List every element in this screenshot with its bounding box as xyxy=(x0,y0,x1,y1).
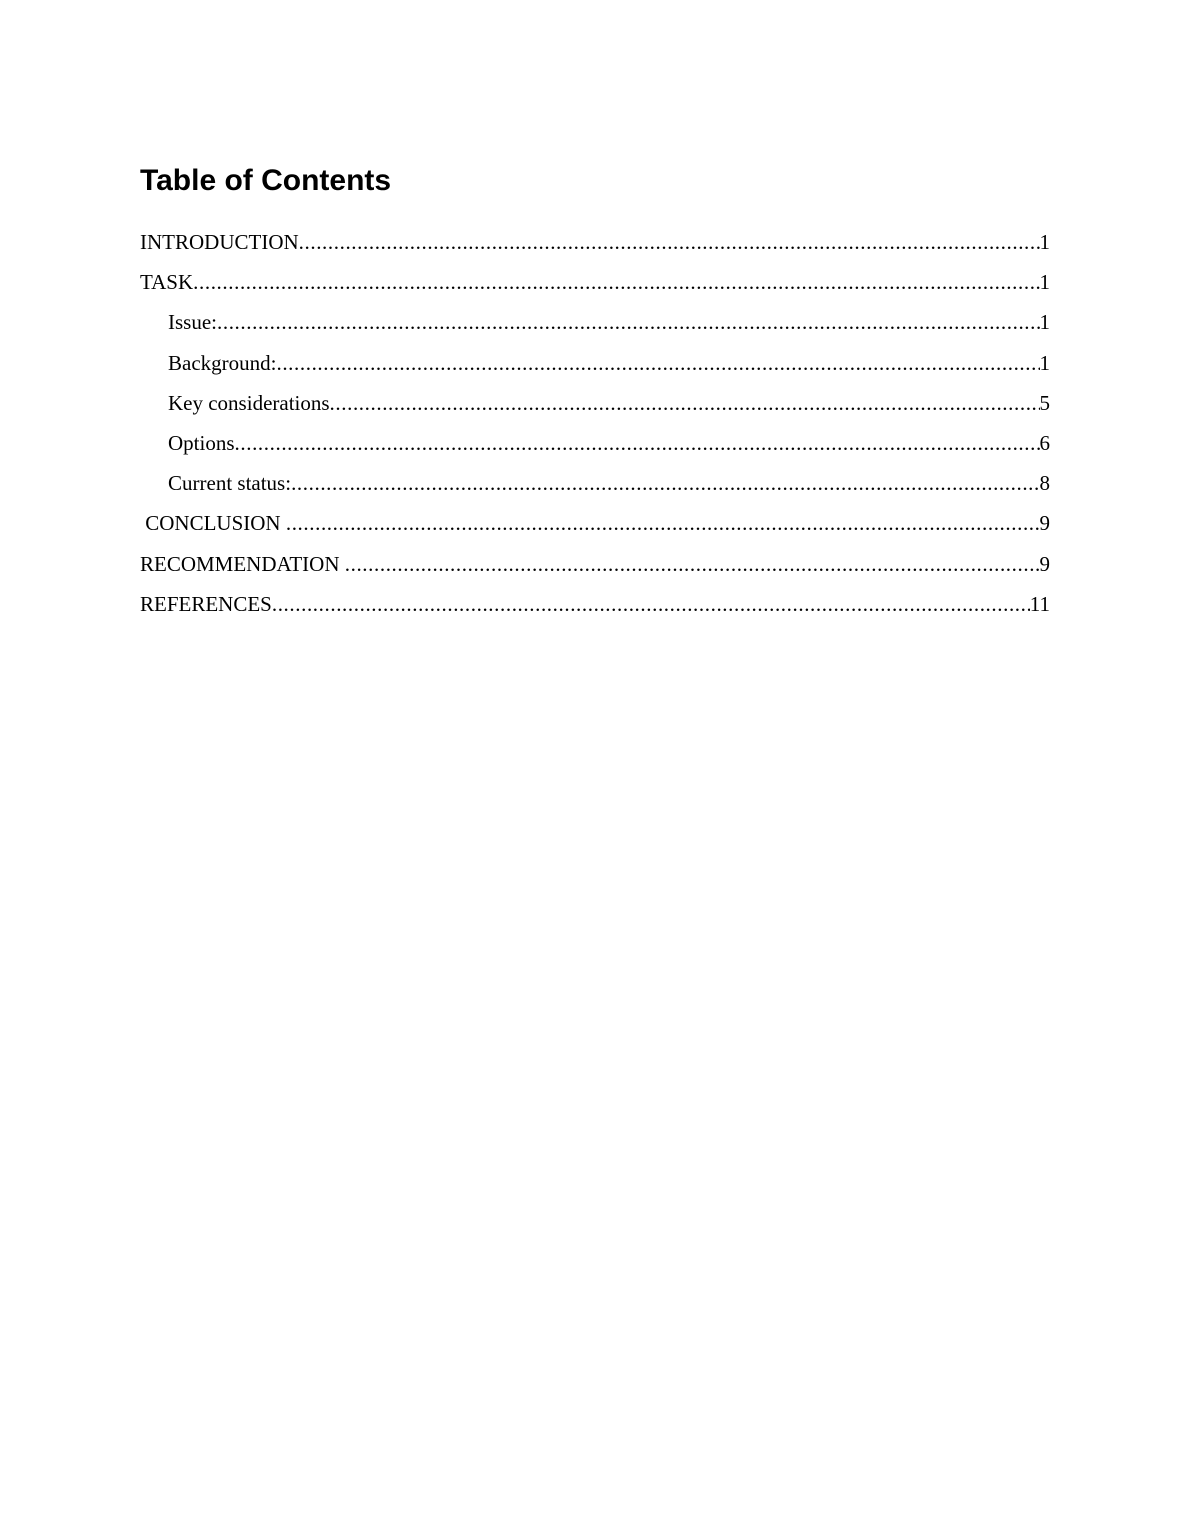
toc-entry-options[interactable] xyxy=(140,430,1050,470)
toc-entry-issue[interactable] xyxy=(140,309,1050,349)
toc-entry-task[interactable] xyxy=(140,269,1050,309)
toc-page-number: 6 xyxy=(1039,430,1050,455)
toc-entry-label: RECOMMENDATION xyxy=(140,551,345,576)
toc-dot-leader xyxy=(286,510,1040,536)
toc-page-number: 9 xyxy=(1039,551,1050,576)
toc-page-number: 8 xyxy=(1039,471,1050,496)
toc-entry-recommendation[interactable] xyxy=(140,551,1050,591)
toc-entry-label: Current status: xyxy=(168,471,292,496)
toc-title: Table of Contents xyxy=(140,164,392,197)
toc-dot-leader xyxy=(217,309,1040,335)
toc-page-number: 1 xyxy=(1039,230,1050,254)
toc-entry-key-considerations[interactable] xyxy=(140,390,1050,430)
toc-entry-label: Options xyxy=(168,430,235,455)
toc-entry-current-status[interactable] xyxy=(140,470,1050,510)
toc-page-number: 9 xyxy=(1039,511,1050,536)
toc-page-number: 1 xyxy=(1039,350,1050,375)
toc-dot-leader xyxy=(291,470,1039,496)
toc-dot-leader xyxy=(235,430,1040,456)
toc-entry-conclusion[interactable] xyxy=(140,510,1050,550)
toc-dot-leader xyxy=(330,390,1040,416)
toc-dot-leader xyxy=(276,350,1039,376)
toc-entry-label: Background: xyxy=(168,350,277,375)
toc-list xyxy=(140,229,1050,631)
toc-entry-introduction[interactable] xyxy=(140,229,1050,269)
toc-dot-leader xyxy=(345,551,1040,577)
toc-page-number: 1 xyxy=(1039,270,1050,295)
toc-dot-leader xyxy=(193,269,1039,295)
toc-page-number: 1 xyxy=(1039,310,1050,335)
toc-dot-leader xyxy=(299,229,1040,255)
toc-entry-label: TASK xyxy=(140,270,194,295)
toc-entry-label: REFERENCES xyxy=(140,591,272,616)
toc-entry-background[interactable] xyxy=(140,350,1050,390)
toc-entry-label: CONCLUSION xyxy=(140,510,286,536)
toc-entry-label: INTRODUCTION xyxy=(140,230,299,254)
toc-dot-leader xyxy=(272,591,1030,617)
toc-entry-references[interactable] xyxy=(140,591,1050,631)
toc-page-number: 5 xyxy=(1039,390,1050,415)
toc-entry-label: Issue: xyxy=(168,310,217,335)
toc-entry-label: Key considerations xyxy=(168,390,330,415)
toc-page-number: 11 xyxy=(1029,591,1050,616)
